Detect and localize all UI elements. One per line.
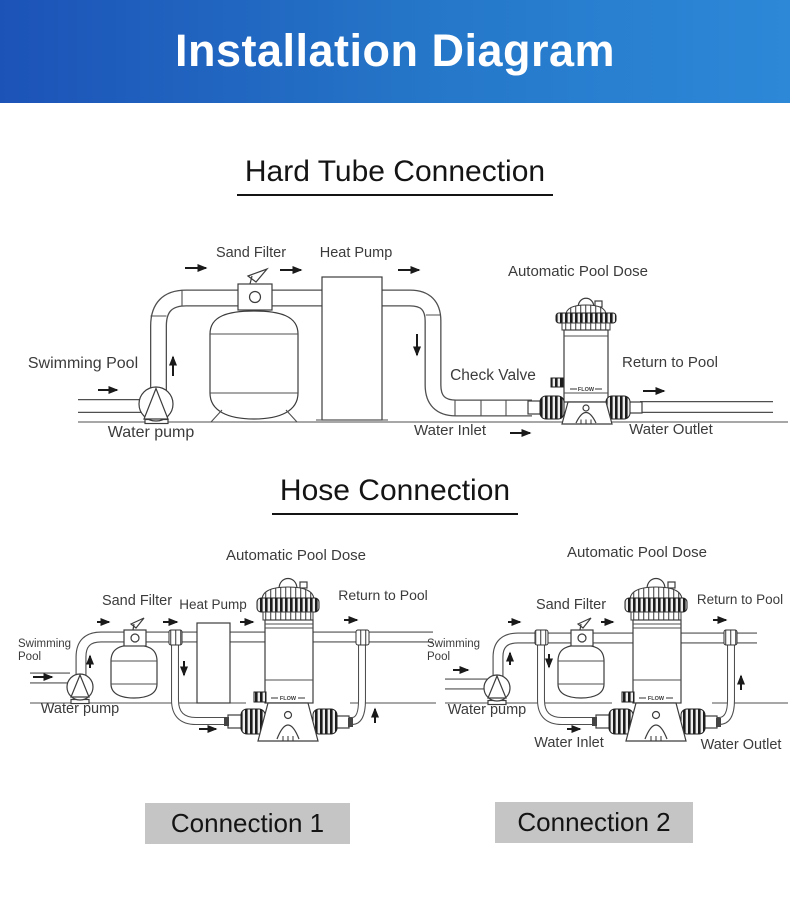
sand-filter-label: Sand Filter xyxy=(101,593,173,609)
swimming-pool-label-line2: Pool xyxy=(18,651,42,663)
sand-filter-tank xyxy=(111,618,157,698)
flow-direction-label: FLOW xyxy=(279,696,297,702)
pipes xyxy=(78,291,773,416)
outlet-union-nut xyxy=(313,709,337,734)
swimming-pool-label-line1: Swimming xyxy=(18,638,72,650)
swimming-pool-label-line1: Swimming xyxy=(427,638,481,650)
hose-tee-fitting xyxy=(724,630,737,645)
hard-tube-heading-text: Hard Tube Connection xyxy=(237,155,553,196)
hose-heading-text: Hose Connection xyxy=(272,474,518,515)
connection2-caption-text: Connection 2 xyxy=(517,807,671,837)
swimming-pool-label-line2: Pool xyxy=(427,651,451,663)
water-pump xyxy=(139,387,173,424)
heat-pump-label: Heat Pump xyxy=(319,245,393,261)
water-inlet-label: Water Inlet xyxy=(534,735,604,751)
flow-direction-label: FLOW xyxy=(577,387,595,393)
connection1-caption-text: Connection 1 xyxy=(170,808,325,838)
heat-pump-label: Heat Pump xyxy=(179,597,247,612)
heat-pump-unit xyxy=(316,277,388,420)
check-valve-label: Check Valve xyxy=(450,367,536,384)
heat-pump-unit xyxy=(197,623,230,703)
water-outlet-label: Water Outlet xyxy=(629,421,713,438)
hose-tee-fitting xyxy=(169,630,182,645)
return-to-pool-label: Return to Pool xyxy=(622,354,718,371)
connection1-caption xyxy=(145,803,350,844)
water-pump xyxy=(484,675,510,705)
hose-tee-fitting xyxy=(535,630,548,645)
sand-filter-tank xyxy=(558,618,604,698)
hose-tee-fitting xyxy=(356,630,369,645)
hard-tube-diagram xyxy=(28,245,788,441)
banner-title: Installation Diagram xyxy=(174,25,616,76)
swimming-pool-label: Swimming Pool xyxy=(27,355,139,372)
water-inlet-label: Water Inlet xyxy=(414,422,486,439)
doser-valve-knob xyxy=(254,692,266,702)
return-to-pool-label: Return to Pool xyxy=(696,592,784,607)
sand-filter-label: Sand Filter xyxy=(535,597,607,613)
return-to-pool-label: Return to Pool xyxy=(338,587,428,603)
water-pump-label: Water pump xyxy=(447,702,527,718)
flow-direction-label: FLOW xyxy=(647,696,665,702)
water-pump-label: Water pump xyxy=(107,424,195,441)
valve-flag xyxy=(248,269,267,284)
water-pump xyxy=(67,674,93,704)
doser-valve-knob xyxy=(551,378,563,387)
connection2-caption xyxy=(495,802,693,843)
automatic-pool-dose-label: Automatic Pool Dose xyxy=(225,547,367,564)
automatic-pool-dose-label: Automatic Pool Dose xyxy=(507,263,649,280)
water-pump-label: Water pump xyxy=(40,701,120,717)
water-outlet-label: Water Outlet xyxy=(700,737,782,753)
hose-connection2-diagram xyxy=(427,544,788,753)
inlet-union-nut xyxy=(540,396,564,419)
sand-filter-label: Sand Filter xyxy=(215,245,287,261)
automatic-pool-dose-label: Automatic Pool Dose xyxy=(566,544,708,561)
hose-connection1-diagram xyxy=(18,547,436,741)
